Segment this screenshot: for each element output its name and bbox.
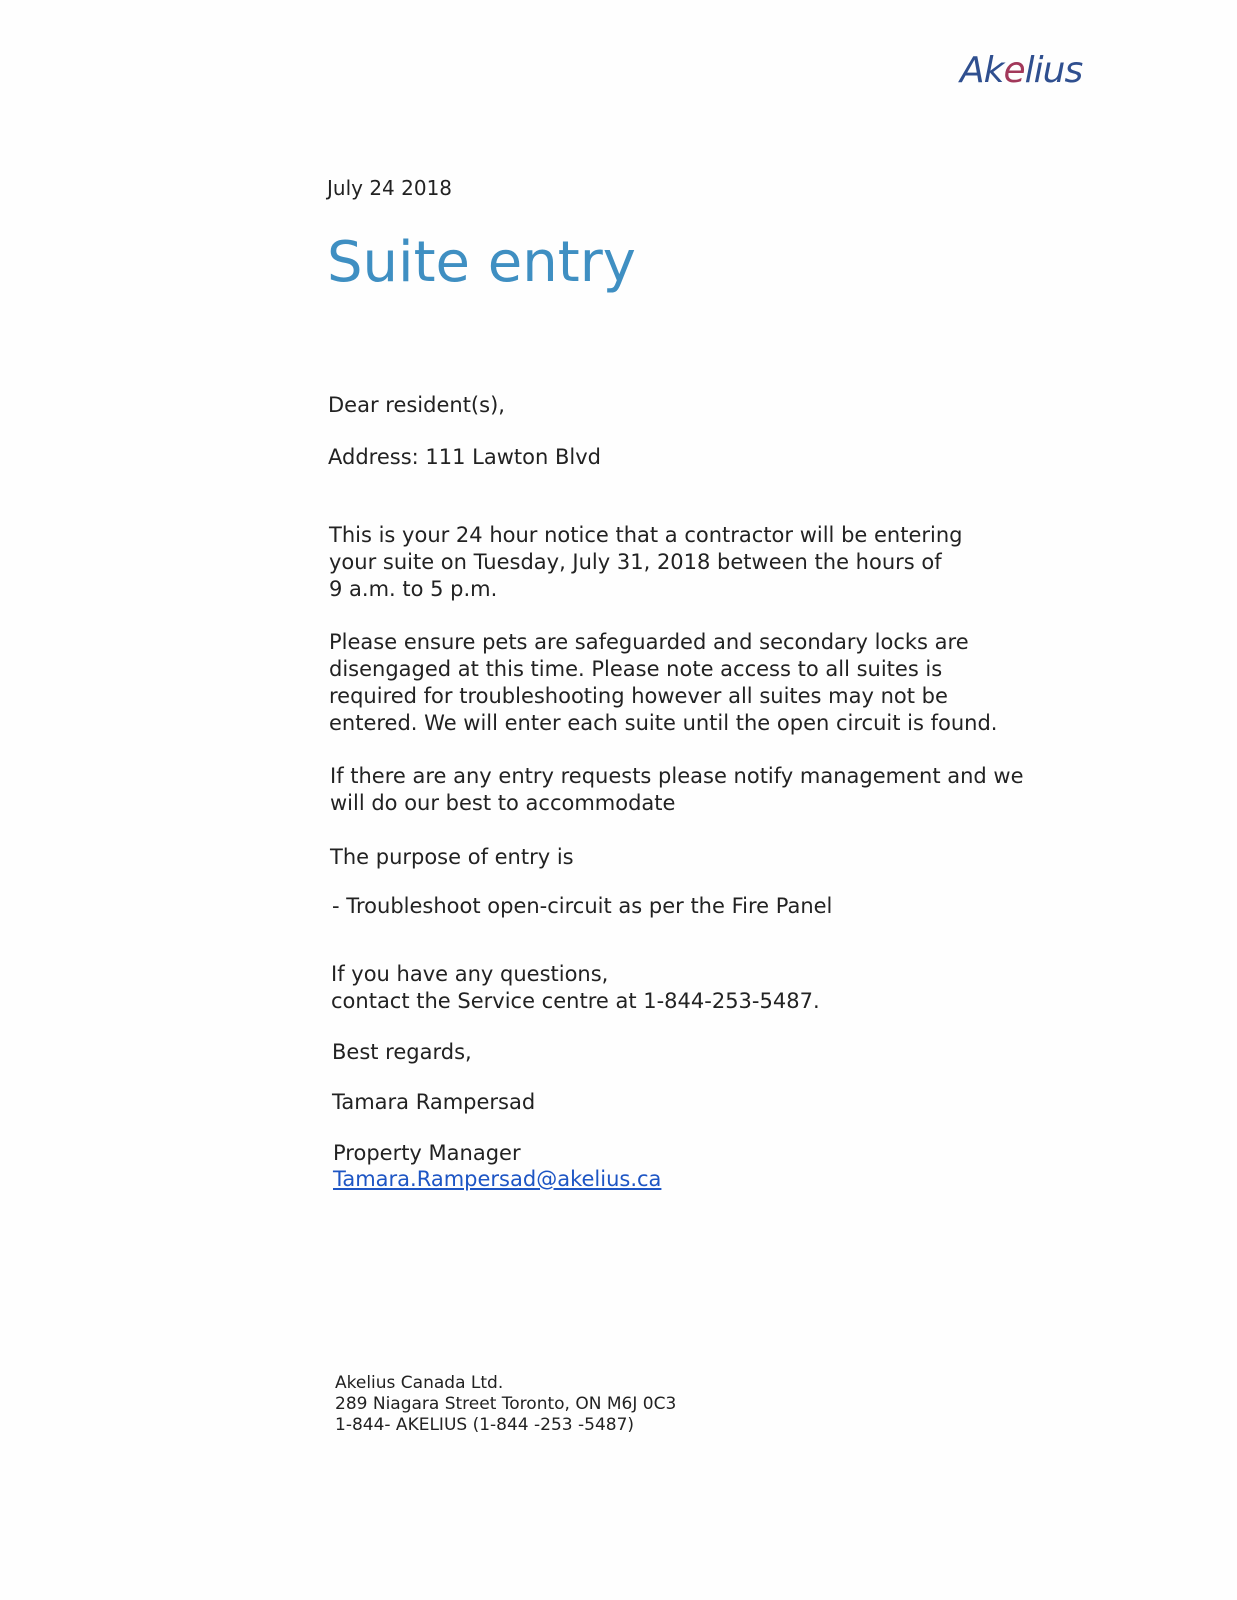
signer-email-link[interactable]: Tamara.Rampersad@akelius.ca — [333, 1167, 662, 1191]
requests-paragraph — [330, 763, 1024, 817]
logo-accent: e — [1003, 50, 1025, 91]
signer-title: Property Manager — [333, 1141, 521, 1165]
page-title: Suite entry — [327, 230, 636, 295]
logo-text: lius — [1024, 50, 1083, 91]
text-line: Please ensure pets are safeguarded and secondary locks are — [329, 630, 969, 654]
text-line: contact the Service centre at 1-844-253-5487. — [331, 989, 820, 1013]
text-line: If you have any questions, — [331, 962, 609, 986]
company-footer — [335, 1373, 676, 1436]
footer-line: 289 Niagara Street Toronto, ON M6J 0C3 — [335, 1394, 677, 1414]
text-line: will do our best to accommodate — [330, 791, 676, 815]
akelius-logo — [960, 50, 1082, 91]
text-line: If there are any entry requests please notify management and we — [330, 764, 1024, 788]
closing: Best regards, — [332, 1040, 472, 1064]
greeting: Dear resident(s), — [328, 393, 505, 417]
text-line: disengaged at this time. Please note access to all suites is — [329, 657, 943, 681]
footer-line: Akelius Canada Ltd. — [335, 1373, 504, 1393]
address: Address: 111 Lawton Blvd — [328, 445, 601, 469]
text-line: This is your 24 hour notice that a contractor will be entering — [329, 523, 963, 547]
questions-paragraph — [331, 961, 820, 1015]
signer-name: Tamara Rampersad — [332, 1090, 536, 1114]
purpose-item: - Troubleshoot open-circuit as per the Fire Panel — [332, 894, 833, 918]
text-line: 9 a.m. to 5 p.m. — [329, 577, 498, 601]
text-line: required for troubleshooting however all suites may not be — [329, 684, 948, 708]
instructions-paragraph — [329, 629, 997, 737]
purpose-heading: The purpose of entry is — [330, 845, 574, 869]
text-line: entered. We will enter each suite until the open circuit is found. — [329, 711, 998, 735]
logo-text: Ak — [960, 50, 1004, 91]
letter-date: July 24 2018 — [327, 176, 453, 200]
footer-line: 1-844- AKELIUS (1-844 -253 -5487) — [335, 1415, 635, 1435]
text-line: your suite on Tuesday, July 31, 2018 between the hours of — [329, 550, 942, 574]
notice-paragraph — [329, 522, 963, 603]
